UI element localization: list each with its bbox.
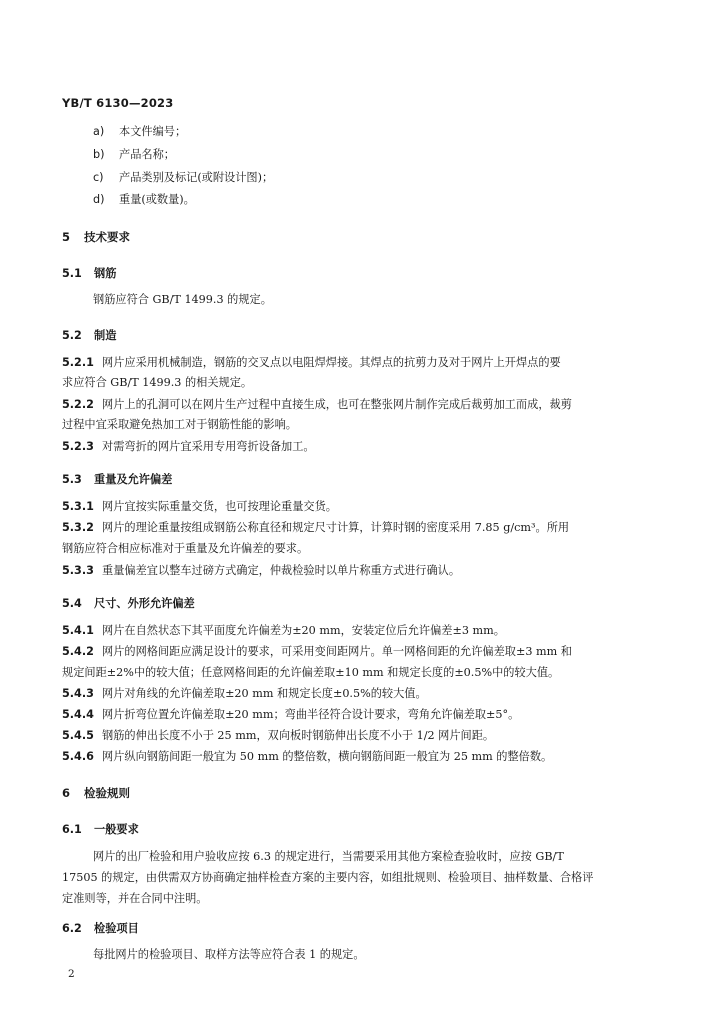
subsection-heading	[62, 822, 139, 838]
clause-text: 网片折弯位置允许偏差取±20 mm；弯曲半径符合设计要求，弯角允许偏差取±5°。	[102, 708, 520, 721]
clause-continuation: 求应符合 GB/T 1499.3 的相关规定。	[62, 376, 253, 389]
section-heading	[62, 229, 130, 245]
subsection-heading	[62, 472, 172, 488]
clause-continuation: 规定间距±2%中的较大值；任意网格间距的允许偏差取±10 mm 和规定长度的±0.5%中的较大值。	[62, 666, 560, 679]
subsection-number: 5.2	[62, 329, 82, 342]
subsection-number: 5.3	[62, 473, 82, 486]
clause-number: 5.4.1	[62, 624, 94, 637]
paragraph-line: 网片的出厂检验和用户验收应按 6.3 的规定进行，当需要采用其他方案检查验收时，应按 GB/T	[93, 850, 564, 863]
clause	[62, 563, 460, 579]
subsection-heading	[62, 921, 139, 937]
clause-number: 5.3.2	[62, 521, 94, 534]
clause	[62, 439, 315, 455]
clause	[62, 355, 561, 371]
clause	[62, 397, 572, 413]
paragraph: 每批网片的检验项目、取样方法等应符合表 1 的规定。	[93, 948, 365, 961]
list-item	[93, 192, 195, 208]
clause-text: 网片的理论重量按组成钢筋公称直径和规定尺寸计算，计算时钢的密度采用 7.85 g/cm³。所用	[102, 521, 570, 534]
subsection-title: 一般要求	[94, 823, 139, 836]
section-title: 检验规则	[84, 786, 130, 800]
paragraph-line: 17505 的规定，由供需双方协商确定抽样检查方案的主要内容，如组批规则、检验项目、抽样数量、合格评	[62, 871, 594, 884]
list-text: 重量(或数量)。	[119, 193, 195, 206]
clause	[62, 686, 427, 702]
section-number: 6	[62, 786, 71, 800]
clause	[62, 520, 569, 536]
subsection-title: 检验项目	[94, 922, 139, 935]
subsection-title: 尺寸、外形允许偏差	[94, 597, 195, 610]
clause-text: 钢筋的伸出长度不小于 25 mm，双向板时钢筋伸出长度不小于 1/2 网片间距。	[102, 729, 495, 742]
clause-number: 5.2.3	[62, 440, 94, 453]
clause-continuation: 过程中宜采取避免热加工对于钢筋性能的影响。	[62, 418, 297, 431]
clause-continuation: 钢筋应符合相应标准对于重量及允许偏差的要求。	[62, 542, 309, 555]
section-number: 5	[62, 230, 71, 244]
subsection-heading	[62, 596, 195, 612]
clause-number: 5.2.1	[62, 356, 94, 369]
clause-text: 重量偏差宜以整车过磅方式确定，仲裁检验时以单片称重方式进行确认。	[102, 564, 461, 577]
clause-number: 5.4.2	[62, 645, 94, 658]
subsection-title: 制造	[94, 329, 117, 342]
clause-text: 网片宜按实际重量交货，也可按理论重量交货。	[102, 500, 337, 513]
list-item	[93, 124, 186, 140]
standard-code: YB/T 6130—2023	[62, 96, 174, 110]
subsection-number: 6.2	[62, 922, 82, 935]
clause-text: 网片对角线的允许偏差取±20 mm 和规定长度±0.5%的较大值。	[102, 687, 427, 700]
clause-number: 5.4.3	[62, 687, 94, 700]
clause-text: 网片应采用机械制造，钢筋的交叉点以电阻焊焊接。其焊点的抗剪力及对于网片上开焊点的要	[102, 356, 561, 369]
clause-number: 5.3.1	[62, 500, 94, 513]
clause	[62, 623, 505, 639]
page-number: 2	[68, 968, 75, 980]
subsection-number: 5.4	[62, 597, 82, 610]
clause-text: 网片在自然状态下其平面度允许偏差为±20 mm，安装定位后允许偏差±3 mm。	[102, 624, 505, 637]
clause-number: 5.4.4	[62, 708, 94, 721]
clause-text: 对需弯折的网片宜采用专用弯折设备加工。	[102, 440, 315, 453]
clause-text: 网片的网格间距应满足设计的要求，可采用变间距网片。单一网格间距的允许偏差取±3 mm 和	[102, 645, 572, 658]
subsection-number: 5.1	[62, 267, 82, 280]
clause	[62, 749, 552, 765]
subsection-title: 重量及允许偏差	[94, 473, 173, 486]
clause-text: 网片纵向钢筋间距一般宜为 50 mm 的整倍数，横向钢筋间距一般宜为 25 mm 的整倍数。	[102, 750, 553, 763]
clause	[62, 644, 572, 660]
paragraph-line: 定准则等，并在合同中注明。	[62, 892, 208, 905]
subsection-number: 6.1	[62, 823, 82, 836]
subsection-heading	[62, 328, 116, 344]
subsection-title: 钢筋	[94, 267, 117, 280]
list-item	[93, 170, 273, 186]
clause-number: 5.2.2	[62, 398, 94, 411]
clause-text: 网片上的孔洞可以在网片生产过程中直接生成，也可在整张网片制作完成后裁剪加工而成，裁剪	[102, 398, 572, 411]
clause	[62, 499, 337, 515]
paragraph: 钢筋应符合 GB/T 1499.3 的规定。	[93, 293, 272, 306]
list-label: d)	[93, 193, 105, 206]
list-item	[93, 147, 175, 163]
list-text: 产品类别及标记(或附设计图)；	[119, 171, 274, 184]
clause-number: 5.4.5	[62, 729, 94, 742]
list-text: 本文件编号；	[119, 125, 187, 138]
list-text: 产品名称；	[119, 148, 175, 161]
list-label: c)	[93, 171, 104, 184]
list-label: b)	[93, 148, 105, 161]
clause	[62, 728, 494, 744]
subsection-heading	[62, 266, 116, 282]
section-heading	[62, 785, 130, 801]
clause	[62, 707, 519, 723]
section-title: 技术要求	[84, 230, 130, 244]
list-label: a)	[93, 125, 105, 138]
clause-number: 5.3.3	[62, 564, 94, 577]
clause-number: 5.4.6	[62, 750, 94, 763]
